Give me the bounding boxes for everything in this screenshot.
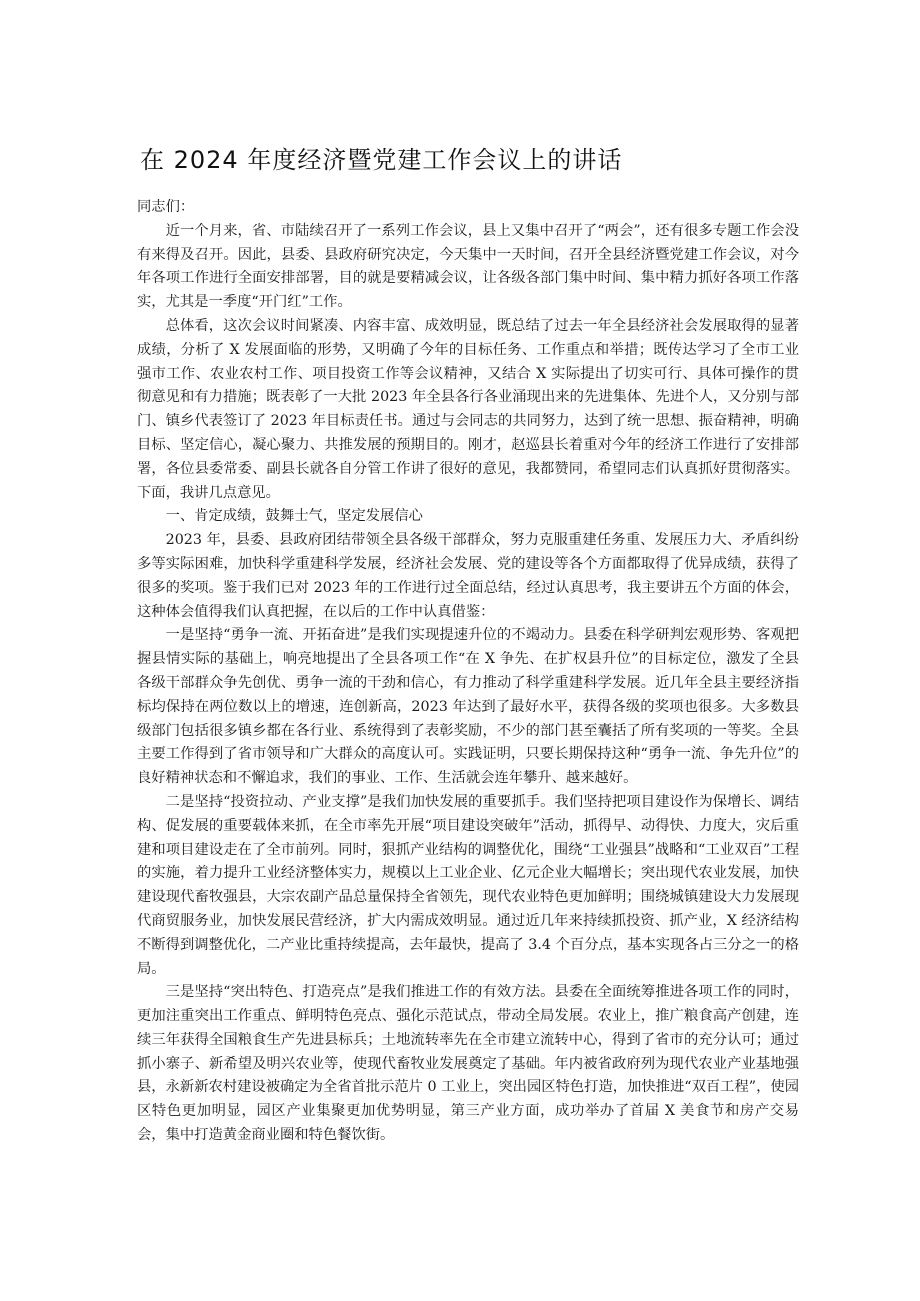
- paragraph: 近一个月来，省、市陆续召开了一系列工作会议，县上又集中召开了“两会”，还有很多专题工作会没有来得及召开。因此，县委、县政府研究决定，今天集中一天时间，召开全县经济暨党建工作会议，对今年各项工作进行全面安排部署，目的就是要精减会议，让各级各部门集中时间、集中精力抓好各项工作落实，尤其是一季度“开门红”工作。: [137, 222, 799, 311]
- salutation: 同志们：: [137, 199, 195, 215]
- paragraph: 二是坚持“投资拉动、产业支撑”是我们加快发展的重要抓手。我们坚持把项目建设作为保增长、调结构、促发展的重要载体来抓，在全市率先开展“项目建设突破年”活动，抓得早、动得快、力度大，灾后重建和项目建设走在了全市前列。同时，狠抓产业结构的调整优化，围绕“工业强县”战略和“工业双百”工程的实施，着力提升工业经济整体实力，规模以上工业企业、亿元企业大幅增长；突出现代农业发展，加快建设现代畜牧强县，大宗农副产品总量保持全省领先，现代农业特色更加鲜明；围绕城镇建设大力发展现代商贸服务业，加快发展民营经济，扩大内需成效明显。通过近几年来持续抓投资、抓产业，X 经济结构不断得到调整优化，二产业比重持续提高，去年最快，提高了 3.4 个百分点，基本实现各占三分之一的格局。: [137, 793, 799, 977]
- document-title: 在 2024 年度经济暨党建工作会议上的讲话: [140, 146, 623, 174]
- paragraph: 总体看，这次会议时间紧凑、内容丰富、成效明显，既总结了过去一年全县经济社会发展取得的显著成绩，分析了 X 发展面临的形势，又明确了今年的目标任务、工作重点和举措；既传达学习了全市工业强市工作、农业农村工作、项目投资工作等会议精神，又结合 X 实际提出了切实可行、具体可操作的贯彻意见和有力措施；既表彰了一大批 2023 年全县各行各业涌现出来的先进集体、先进个人，又分别与部门、镇乡代表签订了 2023 年目标责任书。通过与会同志的共同努力，达到了统一思想、振奋精神，明确目标、坚定信心，凝心聚力、共推发展的预期目的。刚才，赵巡县长着重对今年的经济工作进行了安排部署，各位县委常委、副县长就各自分管工作讲了很好的意见，我都赞同，希望同志们认真抓好贯彻落实。下面，我讲几点意见。: [137, 317, 799, 501]
- paragraph: 三是坚持“突出特色、打造亮点”是我们推进工作的有效方法。县委在全面统筹推进各项工作的同时，更加注重突出工作重点、鲜明特色亮点、强化示范试点，带动全局发展。农业上，推广粮食高产创建，连续三年获得全国粮食生产先进县标兵；土地流转率先在全市建立流转中心，得到了省市的充分认可；通过抓小寨子、新希望及明兴农业等，使现代畜牧业发展奠定了基础。年内被省政府列为现代农业产业基地强县，永新新农村建设被确定为全省首批示范片 0 工业上，突出园区特色打造，加快推进“双百工程”，使园区特色更加明显，园区产业集聚更加优势明显，第三产业方面，成功举办了首届 X 美食节和房产交易会，集中打造黄金商业圈和特色餐饮街。: [137, 984, 799, 1144]
- paragraph: 一是坚持“勇争一流、开拓奋进”是我们实现提速升位的不竭动力。县委在科学研判宏观形势、客观把握县情实际的基础上，响亮地提出了全县各项工作“在 X 争先、在扩权县升位”的目标定位，激发了全县各级干部群众争先创优、勇争一流的干劲和信心，有力推动了科学重建科学发展。近几年全县主要经济指标均保持在两位数以上的增速，连创新高，2023 年达到了最好水平，获得各级的奖项也很多。大多数县级部门包括很多镇乡都在各行业、系统得到了表彰奖励，不少的部门甚至囊括了所有奖项的一等奖。全县主要工作得到了省市领导和广大群众的高度认可。实践证明，只要长期保持这种“勇争一流、争先升位”的良好精神状态和不懈追求，我们的事业、工作、生活就会连年攀升、越来越好。: [137, 627, 799, 787]
- paragraph: 2023 年，县委、县政府团结带领全县各级干部群众，努力克服重建任务重、发展压力大、矛盾纠纷多等实际困难，加快科学重建科学发展，经济社会发展、党的建设等各个方面都取得了优异成绩，获得了很多的奖项。鉴于我们已对 2023 年的工作进行过全面总结，经过认真思考，我主要讲五个方面的体会，这种体会值得我们认真把握，在以后的工作中认真借鉴：: [137, 532, 799, 620]
- section-heading: 一、肯定成绩，鼓舞士气，坚定发展信心: [165, 508, 423, 525]
- document-body: [137, 196, 799, 1148]
